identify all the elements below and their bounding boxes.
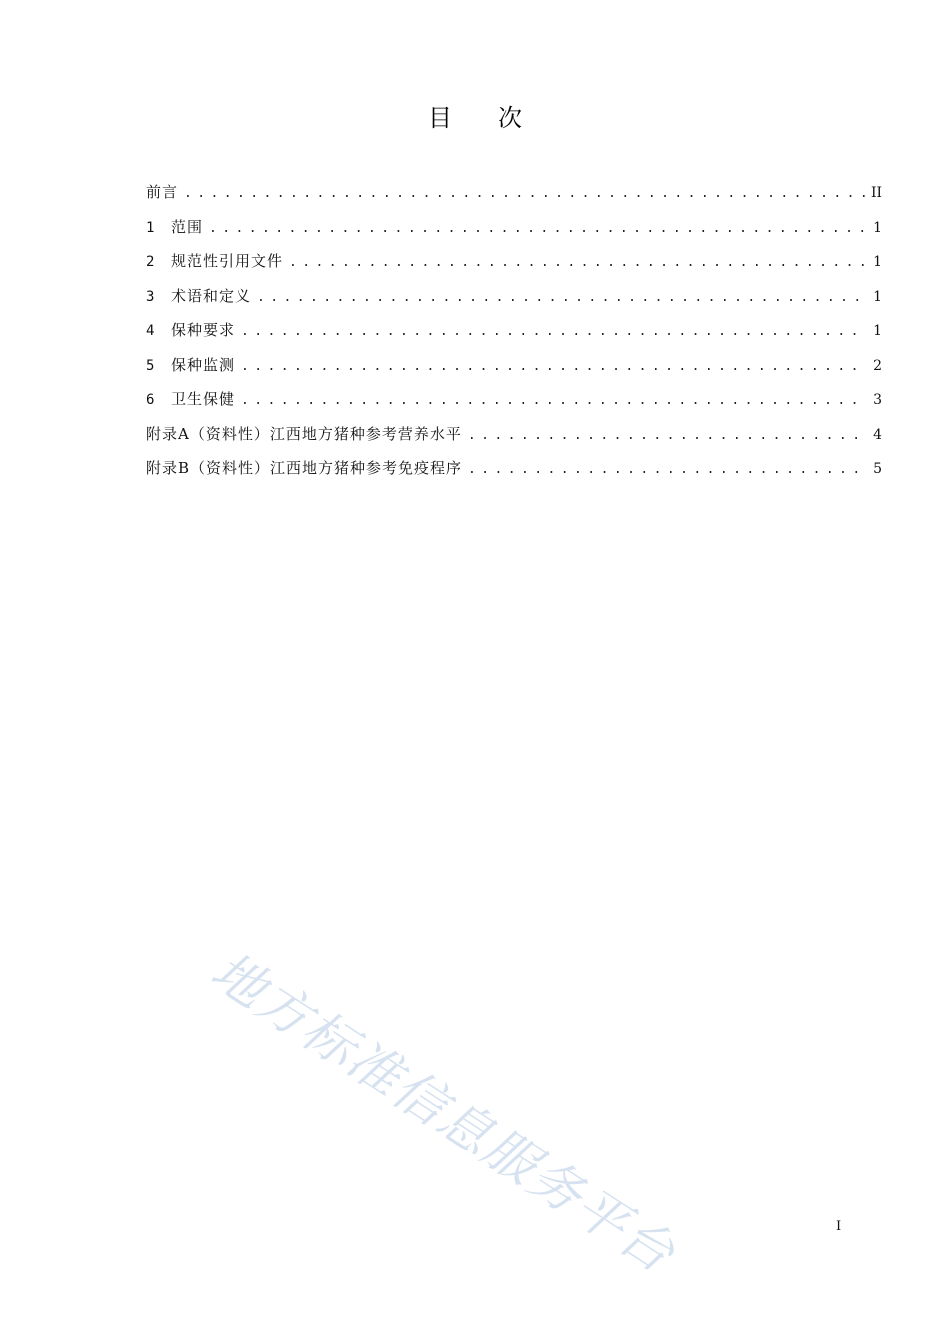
toc-dot-leader — [241, 318, 867, 346]
toc-entry-label: 范围 — [171, 217, 204, 236]
toc-entry-page: 3 — [873, 392, 882, 408]
toc-entry-label: 附录A（资料性）江西地方猪种参考营养水平 — [146, 424, 462, 443]
page-title: 目次 — [428, 104, 568, 132]
toc-entry-label: 附录B（资料性）江西地方猪种参考免疫程序 — [146, 459, 463, 477]
toc-entry-conservation-monitoring[interactable] — [146, 351, 882, 386]
toc-entry-number: 3 — [146, 288, 155, 305]
toc-entry-appendix-a[interactable] — [146, 420, 882, 455]
toc-dot-leader — [184, 180, 865, 208]
toc-entry-label: 规范性引用文件 — [171, 252, 284, 270]
toc-entry-health-care[interactable] — [146, 385, 882, 420]
toc-dot-leader — [468, 456, 867, 484]
toc-entry-number: 6 — [146, 392, 155, 408]
toc-dot-leader — [241, 353, 867, 381]
toc-entry-label: 保种监测 — [171, 355, 236, 374]
toc-entry-page: 1 — [873, 288, 882, 305]
toc-entry-scope[interactable] — [146, 213, 882, 248]
toc-entry-label: 前言 — [146, 183, 179, 201]
toc-entry-conservation-requirements[interactable] — [146, 316, 882, 351]
toc-entry-page: 1 — [873, 323, 882, 339]
toc-dot-leader — [241, 387, 867, 415]
toc-entry-page: 2 — [873, 357, 882, 374]
toc-dot-leader — [289, 249, 867, 277]
watermark: 地方标准信息服务平台 — [200, 940, 686, 1286]
toc-dot-leader — [468, 422, 867, 450]
toc-dot-leader — [257, 284, 867, 312]
toc-entry-page: 1 — [873, 219, 882, 236]
table-of-contents — [146, 178, 882, 489]
toc-entry-label: 术语和定义 — [171, 286, 252, 305]
toc-entry-foreword[interactable] — [146, 178, 882, 213]
toc-entry-terms-definitions[interactable] — [146, 282, 882, 317]
toc-entry-number: 1 — [146, 219, 155, 236]
toc-dot-leader — [209, 215, 867, 243]
toc-entry-number: 2 — [146, 254, 155, 270]
toc-entry-appendix-b[interactable] — [146, 454, 882, 489]
toc-entry-page: II — [870, 185, 882, 201]
toc-entry-page: 5 — [873, 461, 882, 477]
page-number: I — [836, 1219, 842, 1234]
toc-entry-page: 1 — [873, 254, 882, 270]
toc-entry-page: 4 — [873, 426, 882, 443]
toc-entry-normative-references[interactable] — [146, 247, 882, 282]
toc-entry-label: 保种要求 — [171, 321, 236, 339]
toc-entry-number: 4 — [146, 323, 155, 339]
toc-entry-number: 5 — [146, 357, 155, 374]
toc-entry-label: 卫生保健 — [171, 390, 236, 408]
